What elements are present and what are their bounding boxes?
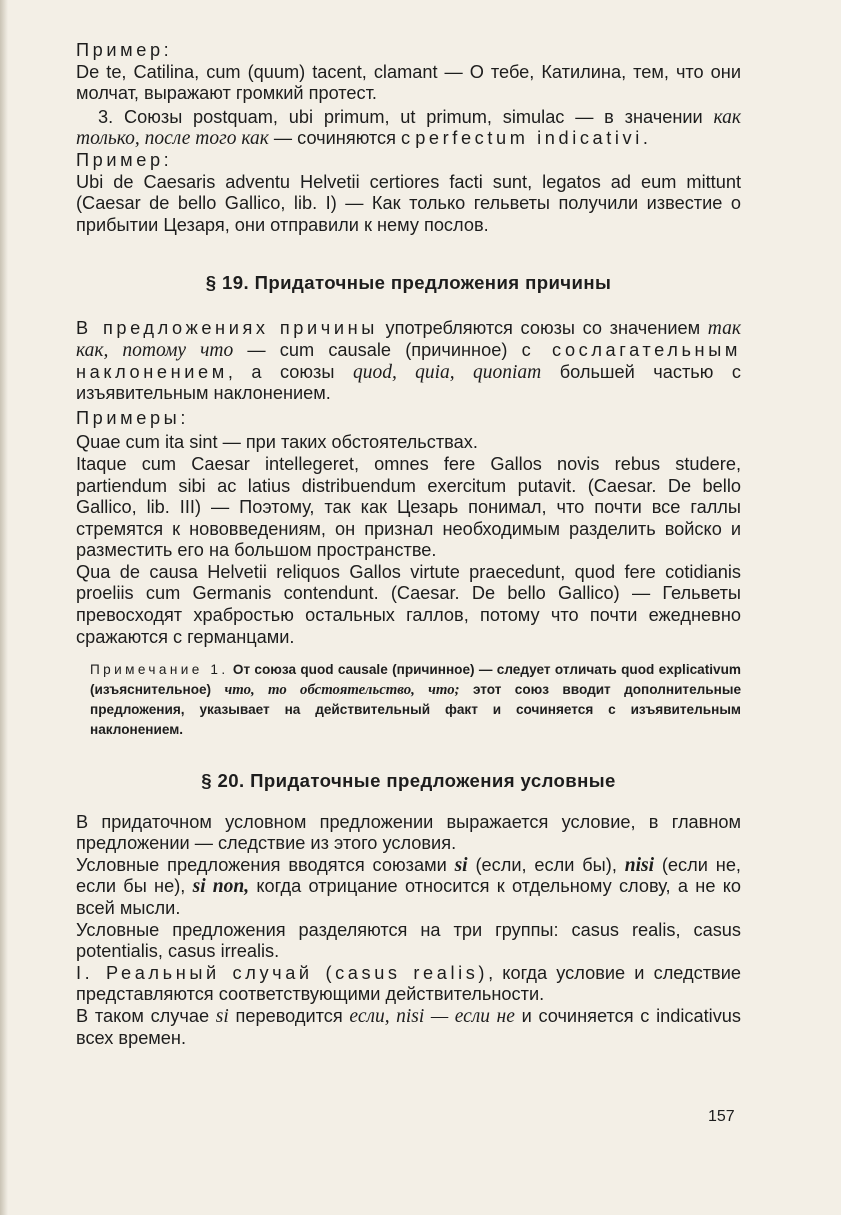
intro-spaced-2: с сослагательным наклонением [76,339,741,382]
section-19-intro [76,318,741,404]
page-spine-shadow [0,0,8,1215]
note-italic: что, то обстоятельство, что; [224,681,460,698]
paragraph-3-spaced: perfectum indicativi [415,128,643,149]
intro-text-2: — cum causale (причинное) [233,339,522,360]
p2-text-1: Условные предложения вводятся союзами [76,854,455,875]
example-19-2: Itaque cum Caesar intellegeret, omnes fere Gallos novis rebus studere, partiendum sibi ac latius distribuendum exercitum putavit. (Caesar. De bello Gallico, lib. III) — Поэтому, так как Цезарь понимал, что почти все галлы стремятся к нововведениям, он признал необходимым разделить войско и разместить его на большом пространстве. [76,453,741,561]
p2-bold-nisi: nisi [624,854,655,876]
section-20-p3: Условные предложения разделяются на три группы: casus realis, casus potentialis, casus irrealis. [76,919,741,962]
example-label: Пример: [76,40,173,60]
paragraph-3-text: 3. Союзы postquam, ubi primum, ut primum, simulac — в значении [98,106,714,127]
example-text-2: Ubi de Caesaris adventu Helvetii certiores facti sunt, legatos ad eum mittunt (Caesar de bello Gallico, lib. I) — Как только гельветы получили известие о прибытии Цезаря, они отправили к нему послов. [76,171,741,235]
example-text: De te, Catilina, cum (quum) tacent, clamant — О тебе, Катилина, тем, что они молчат, выражают громкий протест. [76,61,741,104]
example-label-2: Пример: [76,149,173,170]
note-text-2: этот союз вводит дополнительные предложения, указывает на действительный факт и сочиняется с изъявительным наклонением. [90,681,742,738]
section-19-heading: § 19. Придаточные предложения причины [205,272,612,294]
p5-text-1: В таком случае [76,1005,216,1026]
p5-italic-1: si [215,1005,229,1027]
p4-spaced: I. Реальный случай (casus realis) [76,962,489,983]
examples-label: Примеры: [76,407,190,428]
note-label: Примечание 1. [90,662,229,678]
page-number: 157 [708,1108,735,1125]
p4-text: , когда условие и следствие представляются соответствующими действительности. [76,962,741,1005]
p5-text-2: переводится [228,1005,350,1026]
note-1 [76,660,741,739]
p2-bold-si-non: si non, [192,876,250,898]
paragraph-3-italic: как только, после того как [76,106,741,150]
section-20-p5 [76,1006,741,1049]
intro-italic-1: так как, потому что [76,318,741,361]
paragraph-3-end: . [642,128,648,149]
p2-text-2: (если, если бы), [467,854,625,875]
section-20-p1: В придаточном условном предложении выражается условие, в главном предложении — следствие из этого условия. [76,811,741,854]
intro-text-4: большей частью с изъявительным наклонением. [76,361,741,404]
intro-italic-2: quod, quia, quoniam [352,361,542,383]
example-19-1: Quae cum ita sint — при таких обстоятельствах. [76,432,478,453]
p2-text-3: (если не, если бы не), [76,854,741,897]
paragraph-3 [76,107,741,150]
p2-text-4: когда отрицание относится к отдельному слову, а не ко всей мысли. [76,876,742,918]
example-19-3: Qua de causa Helvetii reliquos Gallos virtute praecedunt, quod fere cotidianis proeliis cum Germanis contendunt. (Caesar. De bello Gallico) — Гельветы превосходят храбростью остальных галлов, потому что почти ежедневно сражаются с германцами. [76,561,741,647]
intro-text-3: , а союзы [227,361,353,382]
section-20-p4 [76,963,741,1006]
intro-text-1: употребляются союзы со значением [377,318,708,339]
paragraph-3-text2: — сочиняются с [268,128,416,149]
intro-spaced-1: В предложениях причины [76,318,378,339]
p2-bold-si: si [454,854,468,876]
section-20-p2 [76,855,741,920]
section-20-heading: § 20. Придаточные предложения условные [201,769,616,791]
p5-text-3: и сочиняется с indicativus всех времен. [76,1005,741,1048]
p5-italic-2: если, nisi — если не [349,1005,515,1027]
note-text-1: От союза quod causale (причинное) — следует отличать quod explicativum (изъяснительное) [90,662,741,697]
